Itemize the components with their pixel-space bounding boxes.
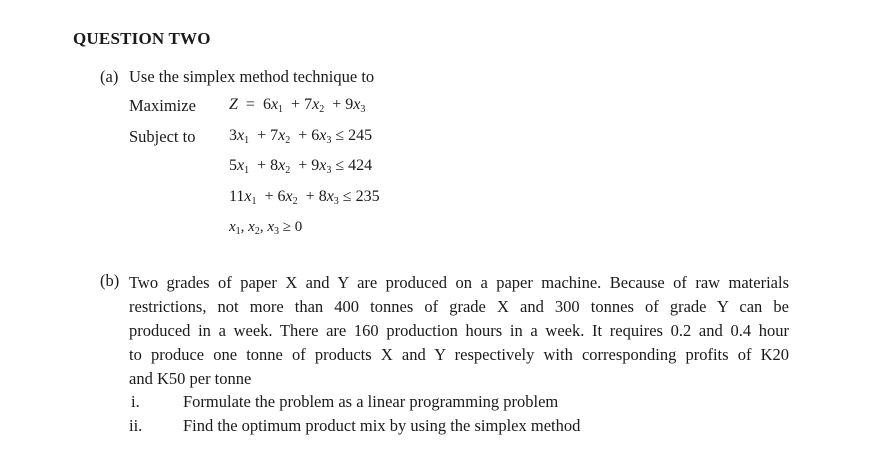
constraint-2-coef-3: 9 <box>311 157 320 174</box>
var-sub: 1 <box>235 226 241 237</box>
constraint-2 <box>229 157 372 175</box>
nonnegativity-constraint <box>229 219 302 236</box>
plus-sign: + <box>328 96 342 113</box>
comma: , <box>240 219 249 235</box>
objective-coef-1: 6 <box>262 96 271 113</box>
part-b-line-5: and K50 per tonne <box>129 369 252 388</box>
var-sub: 1 <box>244 135 250 146</box>
var-x: x <box>229 219 236 235</box>
comma: , <box>259 219 268 235</box>
constraint-2-rhs: 424 <box>348 157 373 174</box>
constraint-2-coef-1: 5 <box>229 157 237 174</box>
part-b-paragraph <box>129 271 789 391</box>
part-b-line-2: restrictions, not more than 400 tonnes of grade X and 300 tonnes of grade Y can be <box>129 297 789 316</box>
plus-sign: + <box>287 96 301 113</box>
var-x: x <box>248 219 255 235</box>
var-sub: 1 <box>251 196 257 207</box>
constraint-3-coef-3: 8 <box>318 188 327 205</box>
nonnegativity-relation: ≥ <box>282 219 291 235</box>
constraint-1-coef-1: 3 <box>229 127 237 144</box>
var-x: x <box>237 157 245 174</box>
constraint-1-coef-2: 7 <box>270 127 279 144</box>
var-x: x <box>326 188 334 205</box>
part-b-line-3: produced in a week. There are 160 production hours in a week. It requires 0.2 and 0.4 hour <box>129 321 789 340</box>
var-x: x <box>278 157 286 174</box>
objective-sub-3: 3 <box>360 104 366 115</box>
nonnegativity-rhs: 0 <box>294 219 303 235</box>
var-sub: 2 <box>285 135 291 146</box>
var-sub: 3 <box>326 165 332 176</box>
subitem-1-text: Formulate the problem as a linear programming problem <box>183 392 559 411</box>
var-sub: 3 <box>274 226 280 237</box>
var-sub: 2 <box>254 226 260 237</box>
constraint-2-coef-2: 8 <box>270 157 279 174</box>
var-sub: 2 <box>285 165 291 176</box>
equals-sign: = <box>241 96 259 113</box>
constraint-3-relation: ≤ <box>342 188 352 205</box>
var-x: x <box>319 127 327 144</box>
plus-sign: + <box>294 127 308 144</box>
var-sub: 3 <box>333 196 339 207</box>
objective-var-2: x <box>312 96 320 113</box>
var-sub: 2 <box>292 196 298 207</box>
objective-lhs: Z <box>229 96 238 113</box>
objective-coef-3: 9 <box>345 96 354 113</box>
part-b-label: (b) <box>100 271 120 290</box>
subitem-2-text: Find the optimum product mix by using the simplex method <box>183 416 581 435</box>
plus-sign: + <box>253 157 267 174</box>
constraint-1-coef-3: 6 <box>311 127 320 144</box>
constraint-3-rhs: 235 <box>355 188 380 205</box>
constraint-1-rhs: 245 <box>348 127 373 144</box>
objective-var-3: x <box>353 96 361 113</box>
part-a-label: (a) <box>100 67 119 86</box>
objective-function <box>229 96 365 114</box>
constraint-3 <box>229 188 380 206</box>
plus-sign: + <box>301 188 315 205</box>
objective-sub-2: 2 <box>319 104 325 115</box>
part-a-intro: Use the simplex method technique to <box>129 67 375 86</box>
var-sub: 1 <box>244 165 250 176</box>
part-b-line-1: Two grades of paper X and Y are produced on a paper machine. Because of raw materials <box>129 273 789 292</box>
constraint-2-relation: ≤ <box>335 157 345 174</box>
constraint-1-relation: ≤ <box>335 127 345 144</box>
plus-sign: + <box>294 157 308 174</box>
objective-coef-2: 7 <box>304 96 313 113</box>
var-x: x <box>267 219 275 235</box>
part-b-line-4: to produce one tonne of products X and Y respectively with corresponding profits of K20 <box>129 345 789 364</box>
subitem-1-number: i. <box>131 392 140 411</box>
plus-sign: + <box>253 127 267 144</box>
var-x: x <box>285 188 293 205</box>
subitem-2-number: ii. <box>129 416 143 435</box>
plus-sign: + <box>260 188 274 205</box>
constraint-1 <box>229 127 372 145</box>
var-x: x <box>319 157 327 174</box>
var-x: x <box>237 127 245 144</box>
objective-var-1: x <box>270 96 279 113</box>
maximize-label: Maximize <box>129 96 196 115</box>
question-heading: QUESTION TWO <box>73 29 211 48</box>
var-sub: 3 <box>326 135 332 146</box>
constraint-3-coef-1: 11 <box>229 188 245 205</box>
subject-to-label: Subject to <box>129 127 196 146</box>
objective-sub-1: 1 <box>278 104 284 115</box>
constraint-3-coef-2: 6 <box>277 188 286 205</box>
var-x: x <box>244 188 252 205</box>
var-x: x <box>278 127 286 144</box>
